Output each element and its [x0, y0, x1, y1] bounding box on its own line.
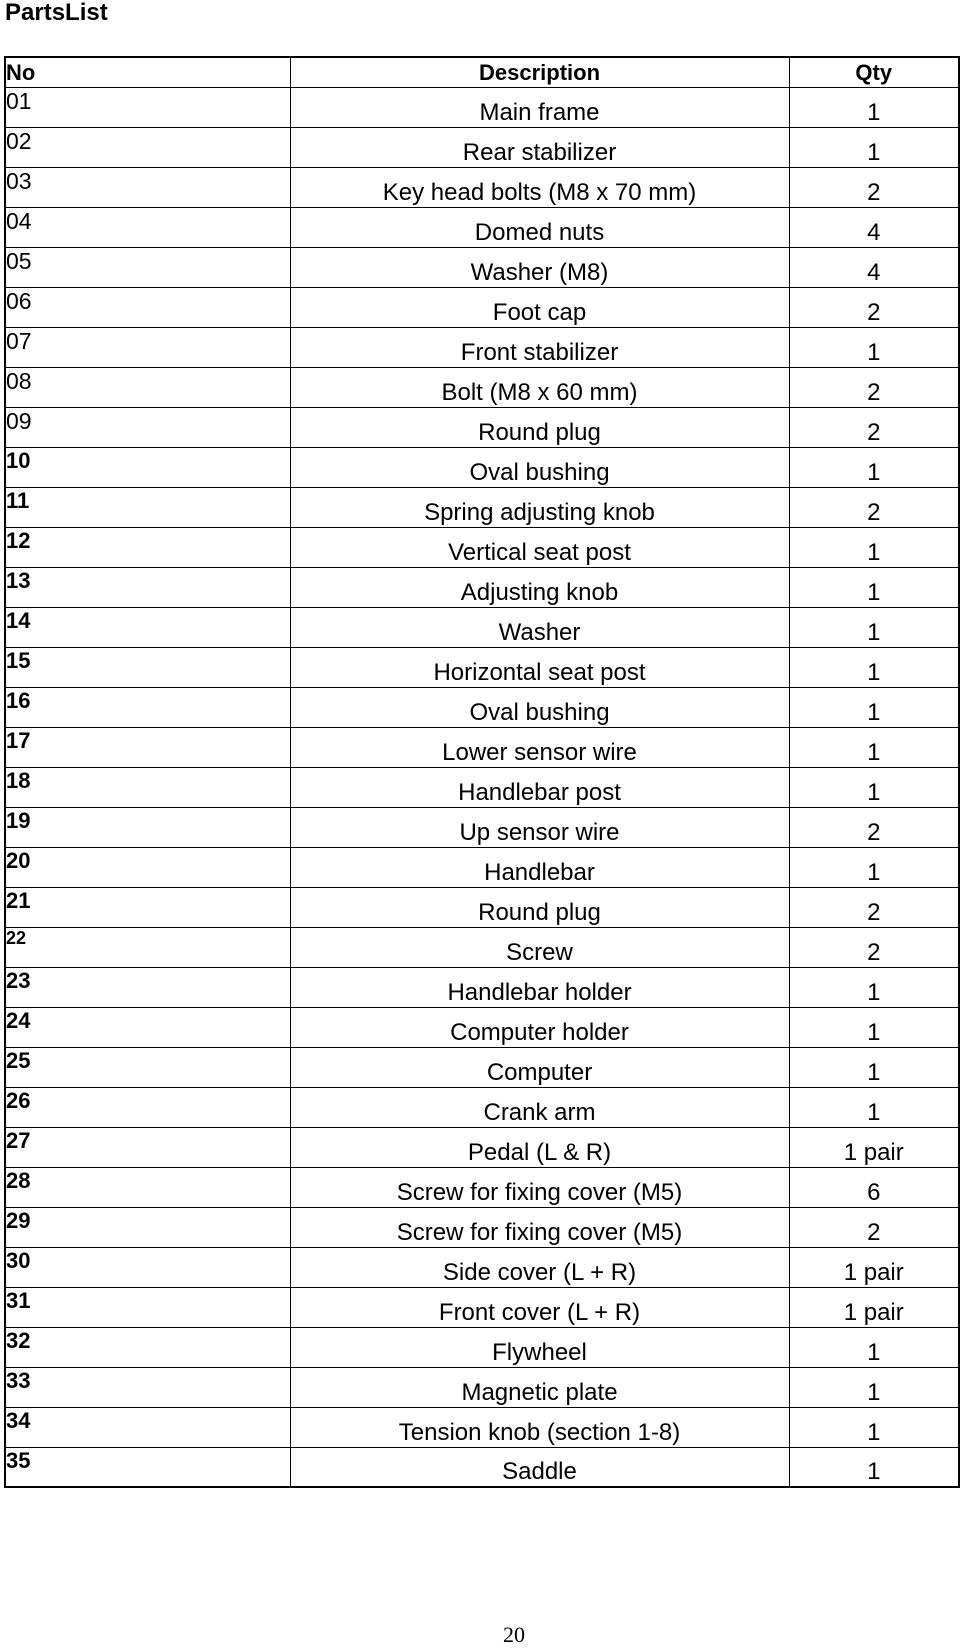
part-number-cell: 03 — [5, 167, 290, 207]
table-row — [5, 207, 959, 247]
part-qty-cell: 1 — [789, 1407, 959, 1447]
part-number-cell: 35 — [5, 1447, 290, 1487]
part-qty-cell: 1 pair — [789, 1127, 959, 1167]
part-number-cell: 09 — [5, 407, 290, 447]
part-description-cell: Round plug — [290, 887, 789, 927]
part-qty-cell: 1 — [789, 527, 959, 567]
table-row — [5, 887, 959, 927]
document-title: PartsList — [5, 0, 108, 26]
table-row — [5, 247, 959, 287]
table-row — [5, 327, 959, 367]
part-qty-cell: 1 pair — [789, 1287, 959, 1327]
part-description-cell: Vertical seat post — [290, 527, 789, 567]
part-qty-cell: 1 — [789, 127, 959, 167]
part-description-cell: Washer (M8) — [290, 247, 789, 287]
part-description-cell: Oval bushing — [290, 687, 789, 727]
part-number-cell: 07 — [5, 327, 290, 367]
part-qty-cell: 1 pair — [789, 1247, 959, 1287]
part-qty-cell: 1 — [789, 727, 959, 767]
table-row — [5, 1047, 959, 1087]
part-qty-cell: 2 — [789, 1207, 959, 1247]
part-qty-cell: 1 — [789, 767, 959, 807]
table-row — [5, 1367, 959, 1407]
table-row — [5, 927, 959, 967]
table-row — [5, 447, 959, 487]
table-row — [5, 727, 959, 767]
part-qty-cell: 2 — [789, 407, 959, 447]
table-row — [5, 1327, 959, 1367]
part-number-cell: 12 — [5, 527, 290, 567]
part-description-cell: Flywheel — [290, 1327, 789, 1367]
part-qty-cell: 1 — [789, 967, 959, 1007]
part-number-cell: 19 — [5, 807, 290, 847]
part-description-cell: Magnetic plate — [290, 1367, 789, 1407]
part-description-cell: Washer — [290, 607, 789, 647]
table-row — [5, 767, 959, 807]
table-row — [5, 527, 959, 567]
part-qty-cell: 1 — [789, 87, 959, 127]
part-description-cell: Horizontal seat post — [290, 647, 789, 687]
part-qty-cell: 1 — [789, 1047, 959, 1087]
part-number-cell: 23 — [5, 967, 290, 1007]
table-row — [5, 647, 959, 687]
part-description-cell: Handlebar — [290, 847, 789, 887]
part-description-cell: Screw for fixing cover (M5) — [290, 1207, 789, 1247]
table-row — [5, 367, 959, 407]
part-number-cell: 30 — [5, 1247, 290, 1287]
part-number-cell: 21 — [5, 887, 290, 927]
part-number-cell: 11 — [5, 487, 290, 527]
part-description-cell: Computer — [290, 1047, 789, 1087]
part-qty-cell: 1 — [789, 647, 959, 687]
part-number-cell: 33 — [5, 1367, 290, 1407]
part-qty-cell: 6 — [789, 1167, 959, 1207]
table-row — [5, 407, 959, 447]
table-row — [5, 567, 959, 607]
part-qty-cell: 1 — [789, 567, 959, 607]
table-row — [5, 967, 959, 1007]
part-description-cell: Domed nuts — [290, 207, 789, 247]
part-number-cell: 01 — [5, 87, 290, 127]
parts-table-body — [5, 87, 959, 1487]
table-row — [5, 287, 959, 327]
part-number-cell: 28 — [5, 1167, 290, 1207]
part-number-cell: 08 — [5, 367, 290, 407]
part-qty-cell: 1 — [789, 1367, 959, 1407]
page-number: 20 — [503, 1622, 525, 1647]
part-description-cell: Round plug — [290, 407, 789, 447]
part-description-cell: Handlebar post — [290, 767, 789, 807]
column-header-qty: Qty — [789, 57, 959, 87]
column-header-no: No — [5, 57, 290, 87]
part-description-cell: Lower sensor wire — [290, 727, 789, 767]
part-number-cell: 26 — [5, 1087, 290, 1127]
table-row — [5, 807, 959, 847]
part-number-cell: 24 — [5, 1007, 290, 1047]
part-number-cell: 34 — [5, 1407, 290, 1447]
part-description-cell: Foot cap — [290, 287, 789, 327]
table-row — [5, 87, 959, 127]
part-description-cell: Main frame — [290, 87, 789, 127]
part-description-cell: Up sensor wire — [290, 807, 789, 847]
part-description-cell: Handlebar holder — [290, 967, 789, 1007]
table-row — [5, 167, 959, 207]
part-qty-cell: 1 — [789, 607, 959, 647]
table-row — [5, 1407, 959, 1447]
part-description-cell: Spring adjusting knob — [290, 487, 789, 527]
part-qty-cell: 4 — [789, 207, 959, 247]
table-header-row — [5, 57, 959, 87]
part-description-cell: Screw — [290, 927, 789, 967]
part-description-cell: Rear stabilizer — [290, 127, 789, 167]
part-number-cell: 25 — [5, 1047, 290, 1087]
table-row — [5, 1087, 959, 1127]
part-description-cell: Screw for fixing cover (M5) — [290, 1167, 789, 1207]
part-number-cell: 02 — [5, 127, 290, 167]
table-row — [5, 1007, 959, 1047]
part-description-cell: Pedal (L & R) — [290, 1127, 789, 1167]
part-number-cell: 10 — [5, 447, 290, 487]
part-description-cell: Tension knob (section 1-8) — [290, 1407, 789, 1447]
part-qty-cell: 1 — [789, 847, 959, 887]
part-qty-cell: 1 — [789, 447, 959, 487]
part-number-cell: 16 — [5, 687, 290, 727]
part-qty-cell: 1 — [789, 687, 959, 727]
part-qty-cell: 2 — [789, 807, 959, 847]
part-description-cell: Saddle — [290, 1447, 789, 1487]
part-qty-cell: 4 — [789, 247, 959, 287]
part-qty-cell: 1 — [789, 1007, 959, 1047]
table-row — [5, 1287, 959, 1327]
table-row — [5, 1247, 959, 1287]
table-row — [5, 1167, 959, 1207]
part-qty-cell: 1 — [789, 1447, 959, 1487]
part-number-cell: 18 — [5, 767, 290, 807]
part-description-cell: Key head bolts (M8 x 70 mm) — [290, 167, 789, 207]
part-description-cell: Side cover (L + R) — [290, 1247, 789, 1287]
part-number-cell: 32 — [5, 1327, 290, 1367]
part-description-cell: Crank arm — [290, 1087, 789, 1127]
column-header-description: Description — [290, 57, 789, 87]
table-row — [5, 687, 959, 727]
parts-table — [4, 56, 960, 1488]
part-description-cell: Front stabilizer — [290, 327, 789, 367]
part-number-cell: 13 — [5, 567, 290, 607]
part-qty-cell: 1 — [789, 327, 959, 367]
part-number-cell: 15 — [5, 647, 290, 687]
part-description-cell: Front cover (L + R) — [290, 1287, 789, 1327]
table-row — [5, 1207, 959, 1247]
part-number-cell: 22 — [5, 927, 290, 967]
table-row — [5, 127, 959, 167]
part-qty-cell: 1 — [789, 1327, 959, 1367]
part-number-cell: 06 — [5, 287, 290, 327]
part-qty-cell: 1 — [789, 1087, 959, 1127]
part-qty-cell: 2 — [789, 287, 959, 327]
part-number-cell: 20 — [5, 847, 290, 887]
table-row — [5, 487, 959, 527]
part-description-cell: Computer holder — [290, 1007, 789, 1047]
part-number-cell: 29 — [5, 1207, 290, 1247]
part-number-cell: 05 — [5, 247, 290, 287]
part-qty-cell: 2 — [789, 927, 959, 967]
part-number-cell: 04 — [5, 207, 290, 247]
table-row — [5, 607, 959, 647]
table-row — [5, 1127, 959, 1167]
part-description-cell: Oval bushing — [290, 447, 789, 487]
part-number-cell: 14 — [5, 607, 290, 647]
table-row — [5, 847, 959, 887]
part-qty-cell: 2 — [789, 367, 959, 407]
part-number-cell: 31 — [5, 1287, 290, 1327]
part-qty-cell: 2 — [789, 487, 959, 527]
part-description-cell: Adjusting knob — [290, 567, 789, 607]
table-row — [5, 1447, 959, 1487]
part-description-cell: Bolt (M8 x 60 mm) — [290, 367, 789, 407]
part-number-cell: 17 — [5, 727, 290, 767]
part-qty-cell: 2 — [789, 887, 959, 927]
part-number-cell: 27 — [5, 1127, 290, 1167]
part-qty-cell: 2 — [789, 167, 959, 207]
